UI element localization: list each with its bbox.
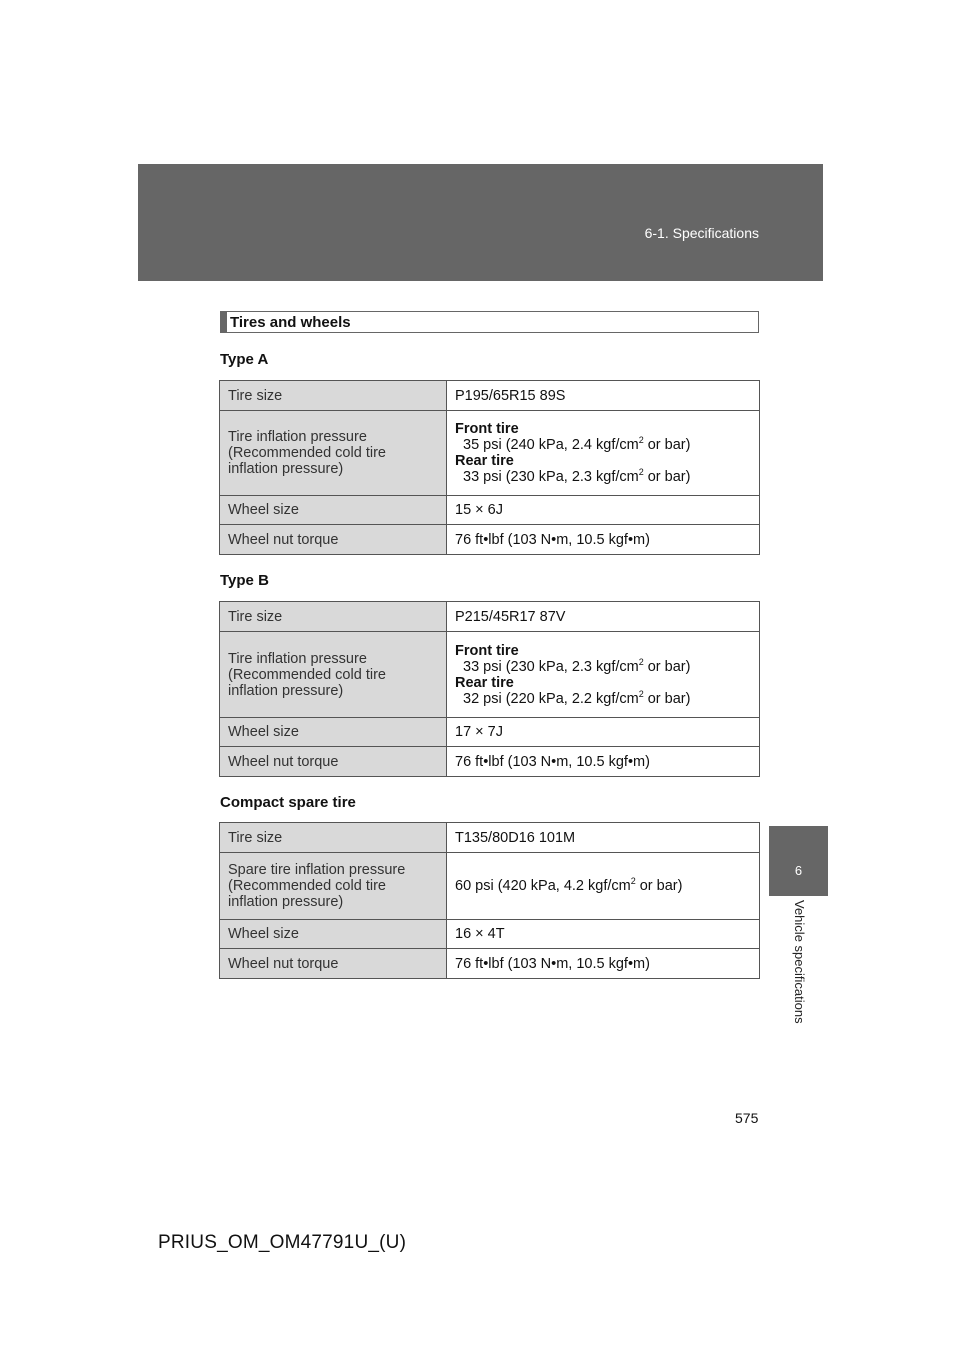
- spare-table: [219, 822, 760, 979]
- table-row: [220, 496, 760, 525]
- torque-value: 76 ft•lbf (103 N•m, 10.5 kgf•m): [447, 949, 760, 979]
- rear-tire-label: Rear tire: [455, 674, 514, 691]
- rear-tire-value: 33 psi (230 kPa, 2.3 kgf/$cm^2$ or bar): [463, 467, 691, 485]
- wheel-size-value: 16 × 4T: [447, 920, 760, 949]
- rear-tire-label: Rear tire: [455, 453, 514, 469]
- pressure-label-line: (Recommended cold tire: [228, 666, 386, 683]
- section-marker: [221, 312, 227, 332]
- table-row: [220, 411, 760, 496]
- front-tire-label: Front tire: [455, 642, 519, 659]
- page-header: [138, 164, 823, 281]
- wheel-size-value: 17 × 7J: [447, 718, 760, 747]
- pressure-value: [447, 411, 760, 496]
- pressure-label-line: (Recommended cold tire: [228, 445, 386, 461]
- type-b-table: [219, 601, 760, 777]
- torque-label: Wheel nut torque: [220, 525, 447, 555]
- table-row: [220, 853, 760, 920]
- torque-value: 76 ft•lbf (103 N•m, 10.5 kgf•m): [447, 747, 760, 777]
- table-row: [220, 525, 760, 555]
- pressure-label: [220, 632, 447, 718]
- tire-size-value: P215/45R17 87V: [447, 602, 760, 632]
- table-row: [220, 920, 760, 949]
- wheel-size-label: Wheel size: [220, 718, 447, 747]
- spare-heading: Compact spare tire: [220, 794, 356, 811]
- pressure-label: [220, 411, 447, 496]
- table-row: [220, 747, 760, 777]
- pressure-label-line: inflation pressure): [228, 894, 344, 910]
- rear-tire-value: 32 psi (220 kPa, 2.2 kgf/$cm^2$ or bar): [463, 688, 691, 707]
- type-a-heading: Type A: [220, 351, 269, 368]
- section-heading: Tires and wheels: [230, 314, 351, 331]
- wheel-size-label: Wheel size: [220, 496, 447, 525]
- chapter-label: [769, 900, 828, 1045]
- pressure-value: [447, 632, 760, 718]
- table-row: [220, 823, 760, 853]
- front-tire-value: 35 psi (240 kPa, 2.4 kgf/$cm^2$ or bar): [463, 435, 691, 453]
- tire-size-label: Tire size: [220, 381, 447, 411]
- document-code: PRIUS_OM_OM47791U_(U): [158, 1232, 407, 1253]
- pressure-label: [220, 853, 447, 920]
- tire-size-label: Tire size: [220, 823, 447, 853]
- pressure-value: 60 psi (420 kPa, 4.2 kgf/$cm^2$ or bar): [447, 853, 760, 920]
- pressure-label-line: inflation pressure): [228, 682, 344, 699]
- page-number: 575: [735, 1110, 759, 1126]
- table-row: [220, 718, 760, 747]
- pressure-label-line: Tire inflation pressure: [228, 429, 367, 445]
- torque-value: 76 ft•lbf (103 N•m, 10.5 kgf•m): [447, 525, 760, 555]
- wheel-size-value: 15 × 6J: [447, 496, 760, 525]
- tire-size-value: P195/65R15 89S: [447, 381, 760, 411]
- table-row: [220, 602, 760, 632]
- table-row: [220, 949, 760, 979]
- section-heading-bar: [220, 311, 759, 333]
- pressure-label-line: inflation pressure): [228, 461, 344, 477]
- tire-size-value: T135/80D16 101M: [447, 823, 760, 853]
- chapter-number: 6: [794, 863, 803, 878]
- tire-size-label: Tire size: [220, 602, 447, 632]
- table-row: [220, 381, 760, 411]
- section-title: 6-1. Specifications: [644, 225, 759, 241]
- type-b-heading: Type B: [220, 572, 269, 589]
- chapter-tab[interactable]: [769, 826, 828, 896]
- pressure-label-line: Tire inflation pressure: [228, 650, 367, 667]
- torque-label: Wheel nut torque: [220, 747, 447, 777]
- table-row: [220, 632, 760, 718]
- front-tire-label: Front tire: [455, 421, 519, 437]
- type-a-table: [219, 380, 760, 555]
- pressure-label-line: (Recommended cold tire: [228, 878, 386, 894]
- pressure-label-line: Spare tire inflation pressure: [228, 862, 406, 878]
- wheel-size-label: Wheel size: [220, 920, 447, 949]
- torque-label: Wheel nut torque: [220, 949, 447, 979]
- front-tire-value: 33 psi (230 kPa, 2.3 kgf/$cm^2$ or bar): [463, 656, 691, 675]
- chapter-label-text: Vehicle specifications: [791, 900, 807, 1024]
